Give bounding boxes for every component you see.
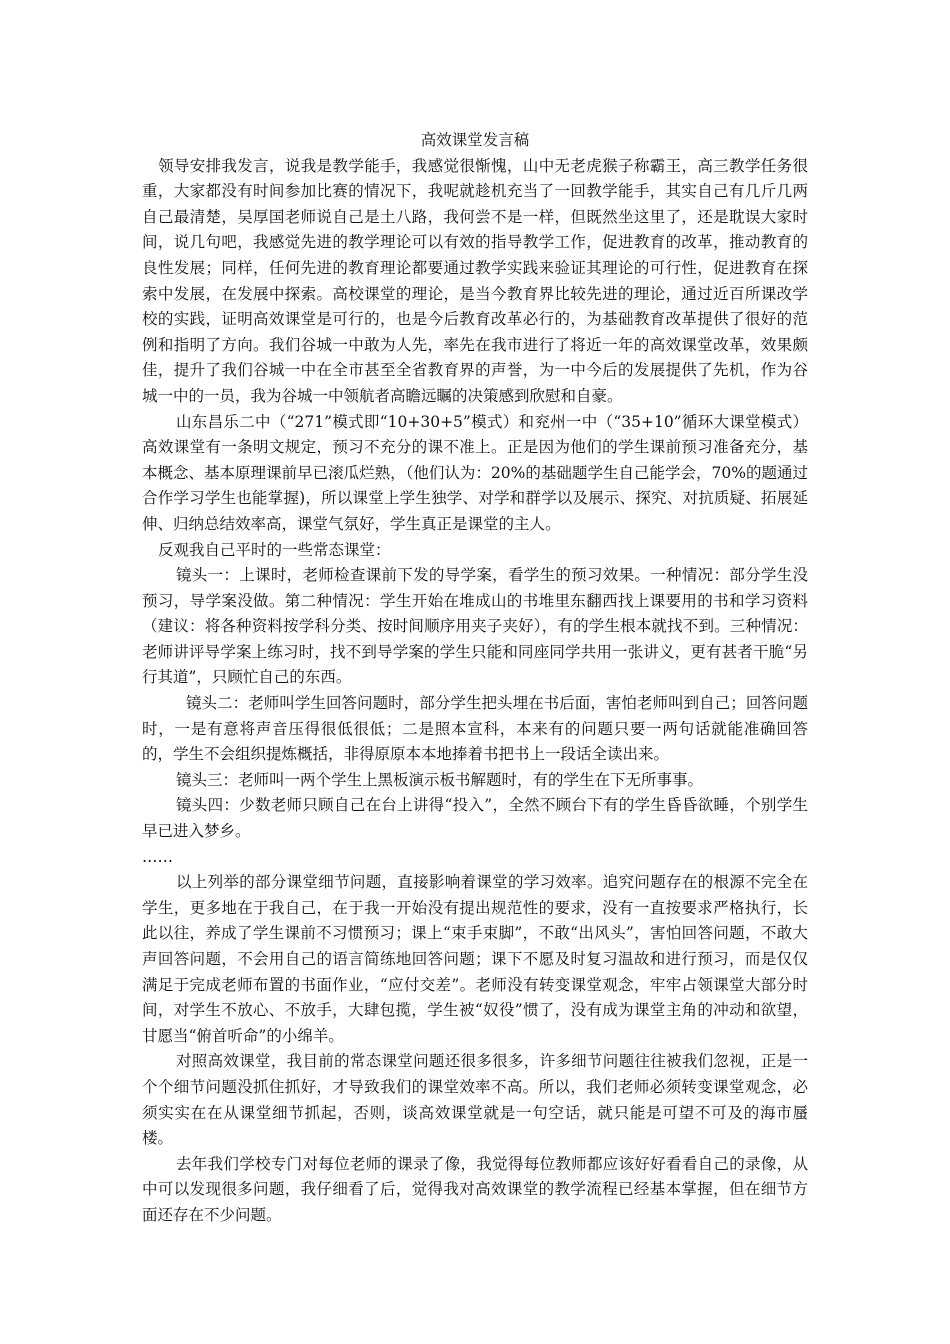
paragraph-model-schools: 山东昌乐二中（“271”模式即“10+30+5”模式）和兖州一中（“35+10”循环大课堂模式）高效课堂有一条明文规定，预习不充分的课不准上。正是因为他们的学生课前预习准备充分，基本概念、基本原理课前早已滚瓜烂熟，（他们认为：20%的基础题学生自己能学会，70%的题通过合作学习学生也能掌握)，所以课堂上学生独学、对学和群学以及展示、探究、对抗质疑、拓展延伸、归纳总结效率高，课堂气氛好，学生真正是课堂的主人。 <box>142 412 808 533</box>
paragraph-intro: 领导安排我发言，说我是教学能手，我感觉很惭愧，山中无老虎猴子称霸王，高三教学任务很重，大家都没有时间参加比赛的情况下，我呢就趁机充当了一回教学能手，其实自己有几斤几两自己最清楚，吴厚国老师说自己是土八路，我何尝不是一样，但既然坐这里了，还是耽误大家时间，说几句吧，我感觉先进的教学理论可以有效的指导教学工作，促进教育的改革，推动教育的良性发展；同样，任何先进的教育理论都要通过教学实践来验证其理论的可行性，促进教育在探索中发展，在发展中探索。高校课堂的理论，是当今教育界比较先进的理论，通过近百所课改学校的实践，证明高效课堂是可行的，也是今后教育改革必行的，为基础教育改革提供了很好的范例和指明了方向。我们谷城一中敢为人先，率先在我市进行了将近一年的高效课堂改革，效果颇佳，提升了我们谷城一中在全市甚至全省教育界的声誉，为一中今后的发展提供了先机，作为谷城一中的一员，我为谷城一中领航者高瞻远瞩的决策感到欣慰和自豪。 <box>142 156 808 405</box>
paragraph-scene-four: 镜头四：少数老师只顾自己在台上讲得“投入”，全然不顾台下有的学生昏昏欲睡，个别学生早已进入梦乡。 <box>142 796 808 841</box>
paragraph-root-causes: 以上列举的部分课堂细节问题，直接影响着课堂的学习效率。追究问题存在的根源不完全在学生，更多地在于我自己，在于我一开始没有提出规范性的要求，没有一直按要求严格执行，长此以往，养成了学生课前不习惯预习；课上“束手束脚”，不敢“出风头”，害怕回答问题，不敢大声回答问题，不会用自己的语言简练地回答问题；课下不愿及时复习温故和进行预习，而是仅仅满足于完成老师布置的书面作业，“应付交差”。老师没有转变课堂观念，牢牢占领课堂大部分时间，对学生不放心、不放手，大肆包揽，学生被“奴役”惯了，没有成为课堂主角的冲动和欲望，甘愿当“俯首听命”的小绵羊。 <box>142 873 808 1045</box>
paragraph-ellipsis: …… <box>142 847 173 866</box>
document-title: 高效课堂发言稿 <box>420 131 530 149</box>
paragraph-scene-one: 镜头一：上课时，老师检查课前下发的导学案，看学生的预习效果。一种情况：部分学生没预习，导学案没做。第二种情况：学生开始在堆成山的书堆里东翻西找上课要用的书和学习资料（建议：将各种资料按学科分类、按时间顺序用夹子夹好），有的学生根本就找不到。三种情况：老师讲评导学案上练习时，找不到导学案的学生只能和同座同学共用一张讲义，更有甚者干脆“另行其道”，只顾忙自己的东西。 <box>142 566 808 687</box>
paragraph-recordings: 去年我们学校专门对每位老师的课录了像，我觉得每位教师都应该好好看看自己的录像，从中可以发现很多问题，我仔细看了后，觉得我对高效课堂的教学流程已经基本掌握，但在细节方面还存在不少问题。 <box>142 1154 808 1224</box>
paragraph-comparison: 对照高效课堂，我目前的常态课堂问题还很多很多，许多细节问题往往被我们忽视，正是一个个细节问题没抓住抓好，才导致我们的课堂效率不高。所以，我们老师必须转变课堂观念，必须实实在在从课堂细节抓起，否则，谈高效课堂就是一句空话，就只能是可望不可及的海市蜃楼。 <box>142 1052 808 1148</box>
paragraph-scene-three: 镜头三：老师叫一两个学生上黑板演示板书解题时，有的学生在下无所事事。 <box>176 770 704 789</box>
paragraph-scene-two: 镜头二：老师叫学生回答问题时，部分学生把头埋在书后面，害怕老师叫到自己；回答问题时，一是有意将声音压得很低很低；二是照本宣科，本来有的问题只要一两句话就能准确回答的，学生不会组织提炼概括，非得原原本本地捧着书把书上一段话全读出来。 <box>142 694 808 764</box>
paragraph-reflection-lead: 反观我自己平时的一些常态课堂： <box>158 540 391 559</box>
document-body <box>142 128 808 1229</box>
